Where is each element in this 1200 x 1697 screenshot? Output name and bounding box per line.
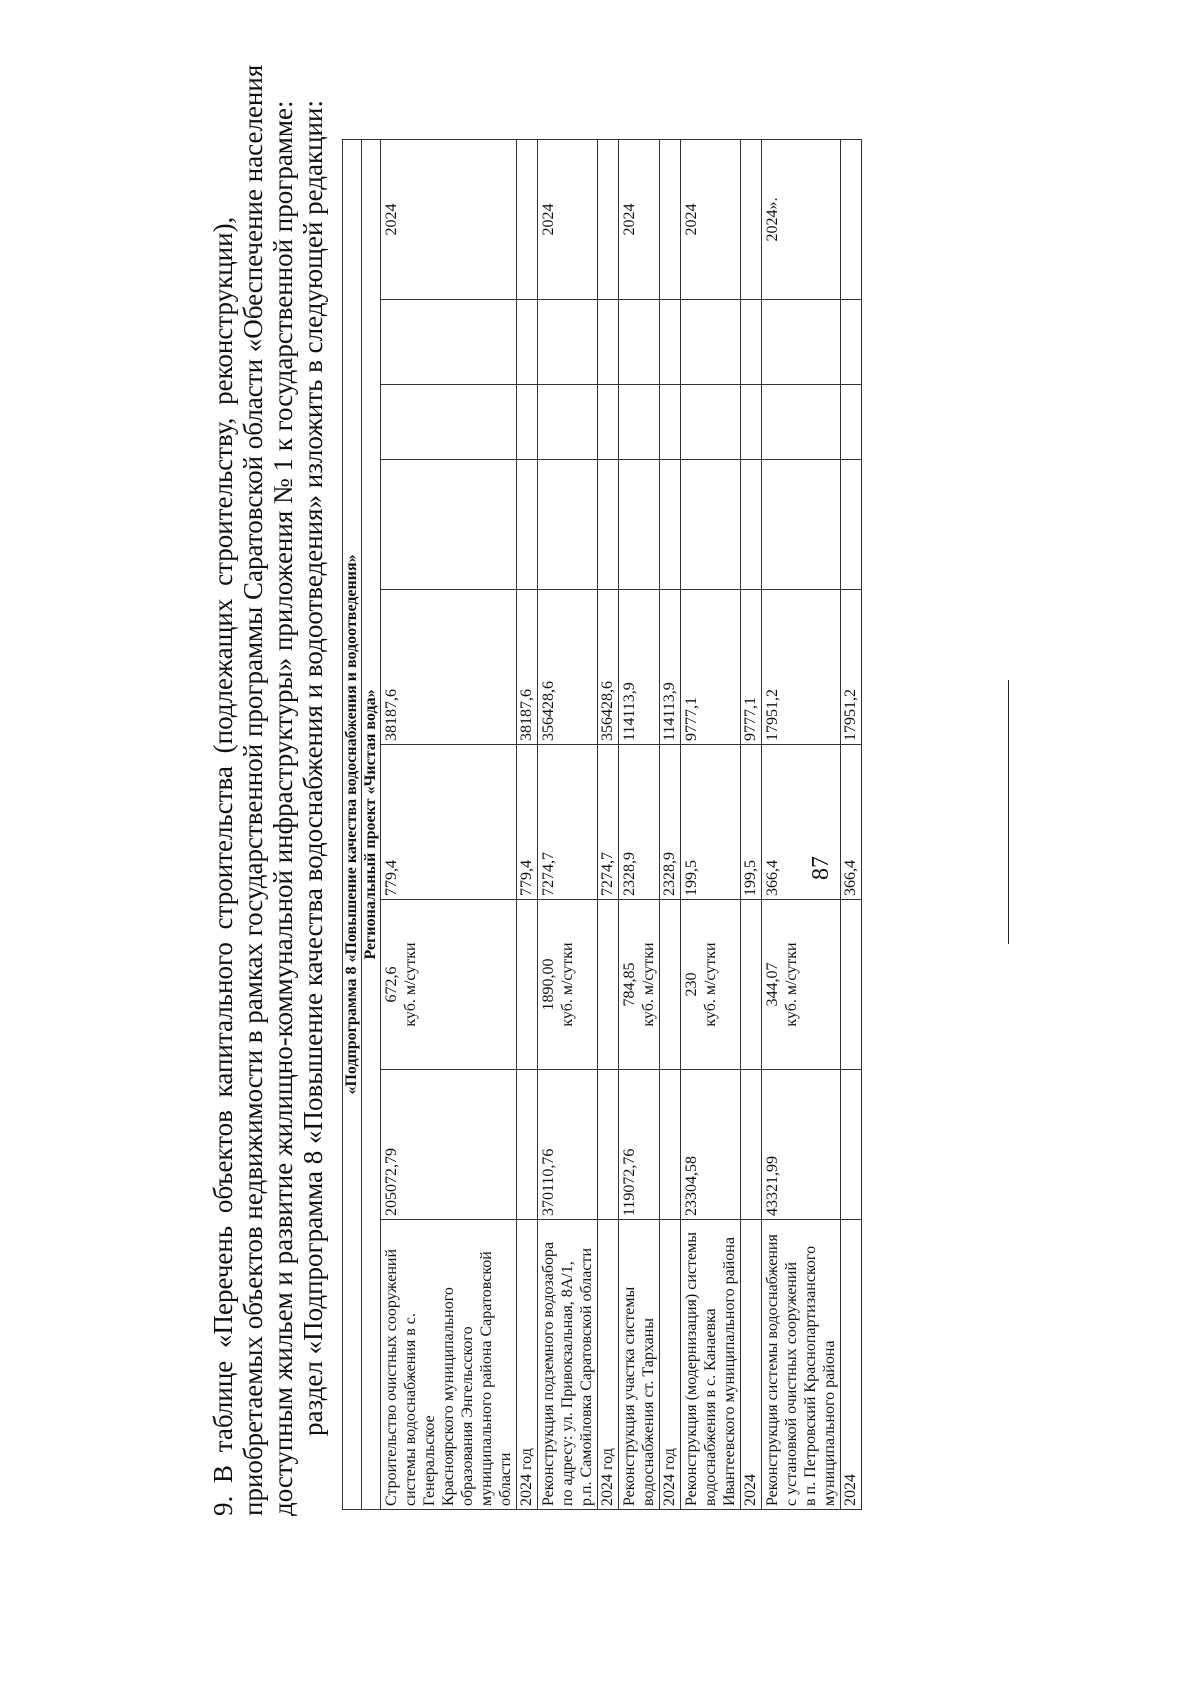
empty-cell xyxy=(762,460,841,590)
year-label: 2024 xyxy=(741,1220,762,1510)
funding-amount-1: 366,4 xyxy=(762,745,841,900)
table-row xyxy=(681,139,741,1509)
object-name: Реконструкция участка системы водоснабжения ст. Тарханы xyxy=(619,1220,660,1510)
empty-cell xyxy=(598,139,619,299)
funding-amount-2: 356428,6 xyxy=(538,590,598,745)
object-name: Строительство очистных сооружений системы водоснабжения в с. Генеральское Красноярского муниципального образования Энгельсского муниципального района Саратовской области xyxy=(381,1220,517,1510)
object-name: Реконструкция (модернизация) системы водоснабжения в с. Канаевка Ивантеевского муниципального района xyxy=(681,1220,741,1510)
total-amount-2: 356428,6 xyxy=(598,590,619,745)
empty-cell xyxy=(660,139,681,299)
empty-cell xyxy=(741,900,762,1070)
estimated-cost: 43321,99 xyxy=(762,1070,841,1220)
empty-cell xyxy=(517,1070,538,1220)
total-amount-2: 114113,9 xyxy=(660,590,681,745)
estimated-cost: 119072,76 xyxy=(619,1070,660,1220)
object-name: Реконструкция системы водоснабжения с установкой очистных сооружений в п. Петровский Краснопартизанского муниципального района xyxy=(762,1220,841,1510)
empty-cell xyxy=(741,460,762,590)
capacity: 230 куб. м/сутки xyxy=(681,900,741,1070)
total-amount-1: 779,4 xyxy=(517,745,538,900)
funding-amount-1: 199,5 xyxy=(681,745,741,900)
empty-cell xyxy=(841,1070,862,1220)
object-name: Реконструкция подземного водозабора по адресу: ул. Привокзальная, 8А/1, р.п. Самойловка Саратовской области xyxy=(538,1220,598,1510)
total-amount-2: 38187,6 xyxy=(517,590,538,745)
empty-cell xyxy=(841,900,862,1070)
empty-cell xyxy=(681,460,741,590)
capacity: 344,07 куб. м/сутки xyxy=(762,900,841,1070)
funding-amount-2: 114113,9 xyxy=(619,590,660,745)
empty-cell xyxy=(741,300,762,385)
capacity: 672,6 куб. м/сутки xyxy=(381,900,517,1070)
estimated-cost: 23304,58 xyxy=(681,1070,741,1220)
empty-cell xyxy=(598,460,619,590)
empty-cell xyxy=(381,385,517,460)
empty-cell xyxy=(538,460,598,590)
empty-cell xyxy=(741,1070,762,1220)
year-label: 2024 год xyxy=(517,1220,538,1510)
total-amount-2: 9777,1 xyxy=(741,590,762,745)
page-number: 87 xyxy=(808,856,834,880)
total-amount-1: 7274,7 xyxy=(598,745,619,900)
year-label: 2024 год xyxy=(598,1220,619,1510)
estimated-cost: 370110,76 xyxy=(538,1070,598,1220)
empty-cell xyxy=(762,300,841,385)
intro-line-1: 9. В таблице «Перечень объектов капитального строительства (подлежащих строительству, реконструкции), xyxy=(208,216,238,1516)
empty-cell xyxy=(619,385,660,460)
capacity: 1890,00 куб. м/сутки xyxy=(538,900,598,1070)
year-total-row xyxy=(741,139,762,1509)
funding-amount-1: 2328,9 xyxy=(619,745,660,900)
empty-cell xyxy=(381,460,517,590)
year-total-row xyxy=(517,139,538,1509)
empty-cell xyxy=(598,1070,619,1220)
empty-cell xyxy=(841,460,862,590)
empty-cell xyxy=(517,460,538,590)
year-total-row xyxy=(598,139,619,1509)
empty-cell xyxy=(841,139,862,299)
table-row xyxy=(538,139,598,1509)
empty-cell xyxy=(517,900,538,1070)
empty-cell xyxy=(841,300,862,385)
completion-year: 2024 xyxy=(619,139,660,299)
project-row xyxy=(362,139,381,1509)
funding-amount-1: 7274,7 xyxy=(538,745,598,900)
rotated-sheet xyxy=(180,64,1180,1528)
completion-year: 2024». xyxy=(762,139,841,299)
year-total-row xyxy=(660,139,681,1509)
intro-paragraph xyxy=(208,64,328,1516)
capital-construction-table xyxy=(342,139,862,1510)
empty-cell xyxy=(619,300,660,385)
total-amount-1: 2328,9 xyxy=(660,745,681,900)
capacity: 784,85 куб. м/сутки xyxy=(619,900,660,1070)
empty-cell xyxy=(619,460,660,590)
estimated-cost: 205072,79 xyxy=(381,1070,517,1220)
empty-cell xyxy=(598,900,619,1070)
table-row xyxy=(381,139,517,1509)
empty-cell xyxy=(381,300,517,385)
empty-cell xyxy=(762,385,841,460)
funding-amount-2: 38187,6 xyxy=(381,590,517,745)
completion-year: 2024 xyxy=(681,139,741,299)
funding-amount-2: 9777,1 xyxy=(681,590,741,745)
empty-cell xyxy=(538,385,598,460)
total-amount-1: 366,4 xyxy=(841,745,862,900)
empty-cell xyxy=(538,300,598,385)
year-label: 2024 xyxy=(841,1220,862,1510)
intro-line-3: доступным жильем и развитие жилищно-коммунальной инфраструктуры» приложения № 1 к государственной программе: xyxy=(268,100,298,1516)
subprogram-row xyxy=(343,139,362,1509)
year-label: 2024 год xyxy=(660,1220,681,1510)
total-amount-2: 17951,2 xyxy=(841,590,862,745)
funding-amount-2: 17951,2 xyxy=(762,590,841,745)
intro-line-2: приобретаемых объектов недвижимости в рамках государственной программы Саратовской области «Обеспечение населения xyxy=(238,64,268,1516)
total-amount-1: 199,5 xyxy=(741,745,762,900)
subprogram-title: «Подпрограмма 8 «Повышение качества водоснабжения и водоотведения» xyxy=(343,139,362,1509)
empty-cell xyxy=(681,385,741,460)
empty-cell xyxy=(660,300,681,385)
completion-year: 2024 xyxy=(538,139,598,299)
empty-cell xyxy=(741,385,762,460)
completion-year: 2024 xyxy=(381,139,517,299)
empty-cell xyxy=(598,385,619,460)
intro-line-4: раздел «Подпрограмма 8 «Повышение качества водоснабжения и водоотведения» изложить в следующей редакции: xyxy=(298,100,328,1436)
project-title: Региональный проект «Чистая вода» xyxy=(362,139,381,1509)
empty-cell xyxy=(681,300,741,385)
empty-cell xyxy=(660,900,681,1070)
empty-cell xyxy=(841,385,862,460)
empty-cell xyxy=(517,300,538,385)
footnote-rule xyxy=(1008,680,1009,944)
empty-cell xyxy=(598,300,619,385)
empty-cell xyxy=(660,385,681,460)
table-row xyxy=(762,139,841,1509)
funding-amount-1: 779,4 xyxy=(381,745,517,900)
empty-cell xyxy=(660,460,681,590)
empty-cell xyxy=(660,1070,681,1220)
empty-cell xyxy=(517,139,538,299)
table-row xyxy=(619,139,660,1509)
empty-cell xyxy=(517,385,538,460)
year-total-row xyxy=(841,139,862,1509)
empty-cell xyxy=(741,139,762,299)
